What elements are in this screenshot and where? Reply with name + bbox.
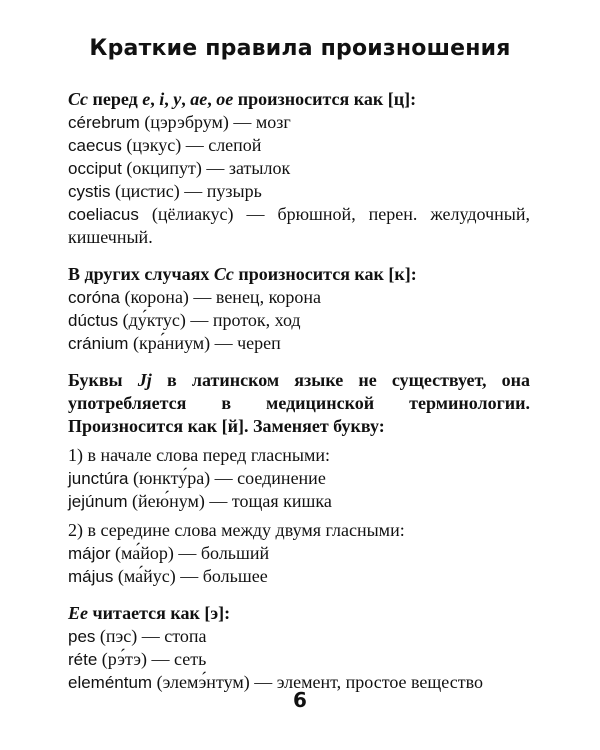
- document-body: [68, 88, 530, 708]
- example-line: jejúnum (йею́нум) — тощая кишка: [68, 491, 332, 511]
- example-line: eleméntum (элемэ́нтум) — элемент, простое вещество: [68, 672, 483, 692]
- section-heading: Буквы Jj в латинском языке не существует, она употребляется в медицинской терминологии. Произносится как [й]. Заменяет букву:: [68, 370, 530, 436]
- example-line: pes (пэс) — стопа: [68, 626, 207, 646]
- example-line: cystis (цистис) — пузырь: [68, 181, 262, 201]
- example-line: coróna (корона) — венец, корона: [68, 287, 322, 307]
- example-line: májor (ма́йор) — больший: [68, 543, 270, 563]
- section-j: [68, 369, 530, 588]
- example-line: dúctus (ду́ктус) — проток, ход: [68, 310, 301, 330]
- example-line: cérebrum (цэрэбрум) — мозг: [68, 112, 291, 132]
- section-c-hard: [68, 263, 530, 355]
- section-heading: В других случаях Cc произносится как [к]:: [68, 264, 417, 284]
- example-line: cránium (кра́ниум) — череп: [68, 333, 281, 353]
- page-number: 6: [293, 688, 307, 712]
- section-heading: Cc перед e, i, y, ae, oe произносится как [ц]:: [68, 89, 417, 109]
- section-e: [68, 602, 530, 694]
- page-title: Краткие правила произношения: [89, 36, 511, 61]
- example-line: coeliacus (цёлиакус) — брюшной, перен. желудочный, кишечный.: [68, 204, 530, 247]
- subsection-label: 2) в середине слова между двумя гласными:: [68, 520, 405, 540]
- example-line: caecus (цэкус) — слепой: [68, 135, 262, 155]
- example-line: junctúra (юнкту́ра) — соединение: [68, 468, 326, 488]
- subsection-label: 1) в начале слова перед гласными:: [68, 445, 331, 465]
- example-line: occiput (окципут) — затылок: [68, 158, 291, 178]
- example-line: réte (рэ́тэ) — сеть: [68, 649, 207, 669]
- section-heading: Ee читается как [э]:: [68, 603, 231, 623]
- example-line: május (ма́йус) — большее: [68, 566, 268, 586]
- section-c-soft: [68, 88, 530, 249]
